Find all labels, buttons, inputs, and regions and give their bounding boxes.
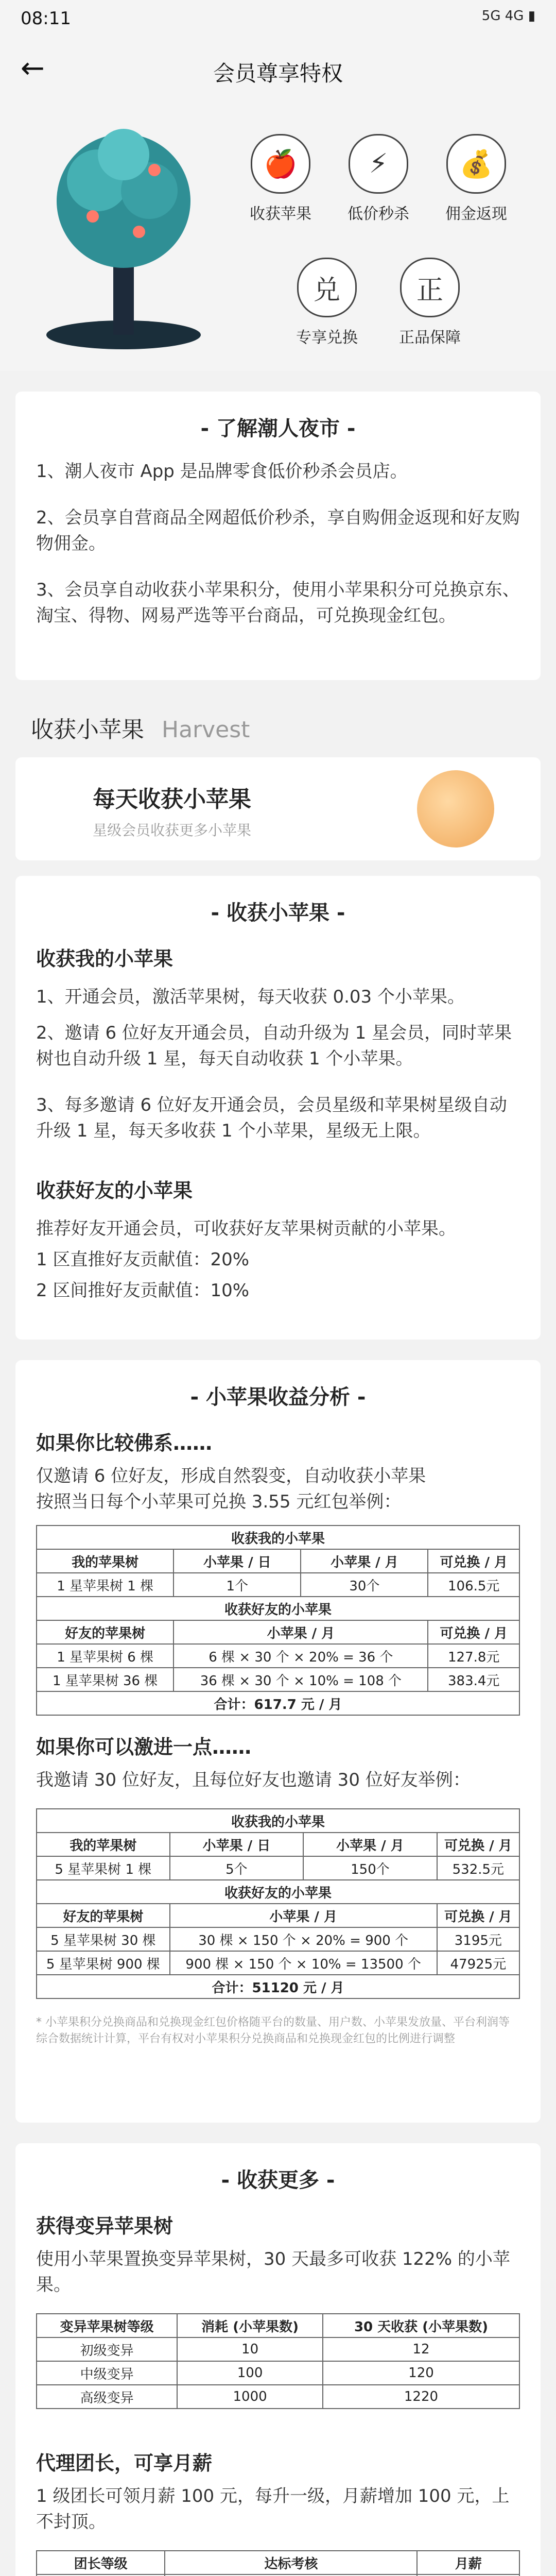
- harvest-mine-title: 收获我的小苹果: [36, 947, 173, 970]
- more-card: [15, 2143, 541, 2576]
- apple-icon: [417, 770, 494, 848]
- table-section: 收获好友的小苹果: [37, 1597, 519, 1620]
- table-header: 可兑换 / 月: [437, 1833, 519, 1856]
- shield-icon: 正: [400, 258, 460, 317]
- about-card: [15, 392, 541, 680]
- table-header: 好友的苹果树: [37, 1620, 173, 1644]
- harvest-card: [15, 876, 541, 1340]
- table-header: 可兑换 / 月: [437, 1904, 519, 1927]
- table-header: 我的苹果树: [37, 1549, 173, 1573]
- table-cell: 10: [177, 2337, 323, 2361]
- table-cell: 12: [323, 2337, 519, 2361]
- table-cell: 1 星苹果树 36 棵: [37, 1668, 173, 1691]
- harvest-friends-item: 推荐好友开通会员，可收获好友苹果树贡献的小苹果。: [36, 1218, 456, 1239]
- table-section: 收获好友的小苹果: [37, 1880, 519, 1904]
- table-header: 团长等级: [37, 2551, 165, 2574]
- harvest-header-title: 收获小苹果: [31, 717, 144, 743]
- table-cell: 1000: [177, 2385, 323, 2409]
- more-title: - 收获更多 -: [221, 2168, 335, 2192]
- table-cell: 36 棵 × 30 个 × 10% = 108 个: [173, 1668, 428, 1691]
- table-cell: 47925元: [437, 1951, 519, 1975]
- table-cell: 383.4元: [428, 1668, 519, 1691]
- table-cell: 3195元: [437, 1927, 519, 1951]
- case1-table: [36, 1525, 520, 1716]
- table-cell: 6 棵 × 30 个 × 20% = 36 个: [173, 1644, 428, 1668]
- table-header: 可兑换 / 月: [428, 1549, 519, 1573]
- table-section: 收获我的小苹果: [37, 1809, 519, 1833]
- table-total: 合计：617.7 元 / 月: [37, 1691, 519, 1715]
- status-bar: [0, 0, 556, 36]
- about-item: 1、潮人夜市 App 是品牌零食低价秒杀会员店。: [36, 461, 408, 482]
- table-header: 30 天收获 (小苹果数): [323, 2314, 519, 2337]
- case2-table: [36, 1808, 520, 1999]
- about-item: 2、会员享自营商品全网超低价秒杀，享自购佣金返现和好友购物佣金。: [36, 507, 520, 554]
- harvest-title: - 收获小苹果 -: [211, 901, 345, 925]
- table-cell: 1 星苹果树 1 棵: [37, 1573, 173, 1597]
- case1-desc: 按照当日每个小苹果可兑换 3.55 元红包举例：: [36, 1492, 402, 1512]
- harvest-banner[interactable]: [15, 757, 541, 860]
- analysis-card: [15, 1360, 541, 2123]
- money-bag-icon: 💰: [446, 134, 506, 194]
- table-header: 小苹果 / 月: [303, 1833, 437, 1856]
- status-indicators: 5G 4G ▮: [481, 8, 535, 24]
- case1-title: 如果你比较佛系……: [36, 1432, 213, 1454]
- status-time: 08:11: [21, 8, 71, 29]
- analysis-title: - 小苹果收益分析 -: [190, 1385, 366, 1409]
- table-header: 小苹果 / 月: [301, 1549, 428, 1573]
- harvest-mine-item: 2、邀请 6 位好友开通会员，自动升级为 1 星会员，同时苹果树也自动升级 1 星，每天自动收获 1 个小苹果。: [36, 1023, 512, 1069]
- analysis-note: * 小苹果积分兑换商品和兑换现金红包价格随平台的数量、用户数、小苹果发放量、平台利润等综合数据统计计算，平台有权对小苹果积分兑换商品和兑换现金红包的比例进行调整: [36, 2016, 510, 2045]
- table-cell: 中级变异: [37, 2361, 177, 2385]
- table-header: 小苹果 / 月: [173, 1620, 428, 1644]
- lightning-icon: ⚡: [349, 134, 408, 194]
- nav-bar: [0, 36, 556, 103]
- harvest-header: [31, 711, 250, 744]
- harvest-banner-title: 每天收获小苹果: [93, 786, 251, 812]
- table-cell: 5 星苹果树 1 棵: [37, 1856, 170, 1880]
- exchange-icon: 兑: [297, 258, 357, 317]
- table-cell: 初级变异: [37, 2337, 177, 2361]
- table-cell: 30个: [301, 1573, 428, 1597]
- table-cell: 1个: [173, 1573, 301, 1597]
- table-header: 月薪: [417, 2551, 519, 2574]
- benefit-harvest[interactable]: 🍎 收获苹果: [242, 134, 319, 224]
- about-item: 3、会员享自动收获小苹果积分，使用小苹果积分可兑换京东、淘宝、得物、网易严选等平台商品，可兑换现金红包。: [36, 580, 520, 626]
- case2-desc: 我邀请 30 位好友，且每位好友也邀请 30 位好友举例：: [36, 1770, 471, 1790]
- table-cell: 127.8元: [428, 1644, 519, 1668]
- tree-illustration: [21, 113, 227, 361]
- table-total: 合计：51120 元 / 月: [37, 1975, 519, 1998]
- harvest-friends-title: 收获好友的小苹果: [36, 1179, 193, 1202]
- table-cell: 532.5元: [437, 1856, 519, 1880]
- back-arrow-icon[interactable]: ←: [21, 52, 45, 85]
- apple-icon: 🍎: [251, 134, 310, 194]
- table-cell: 106.5元: [428, 1573, 519, 1597]
- table-header: 可兑换 / 月: [428, 1620, 519, 1644]
- leader-desc: 1 级团长可领月薪 100 元，每升一级，月薪增加 100 元，上不封顶。: [36, 2486, 510, 2532]
- case1-desc: 仅邀请 6 位好友，形成自然裂变，自动收获小苹果: [36, 1466, 426, 1486]
- table-cell: 5 星苹果树 30 棵: [37, 1927, 170, 1951]
- table-cell: 150个: [303, 1856, 437, 1880]
- benefit-cashback[interactable]: 💰 佣金返现: [438, 134, 515, 224]
- harvest-friends-item: 1 区直推好友贡献值：20%: [36, 1249, 250, 1270]
- table-header: 消耗 (小苹果数): [177, 2314, 323, 2337]
- table-header: 达标考核: [165, 2551, 417, 2574]
- page-title: 会员尊享特权: [213, 61, 343, 86]
- table-cell: 高级变异: [37, 2385, 177, 2409]
- table-header: 小苹果 / 日: [170, 1833, 304, 1856]
- tree-table: [36, 2313, 520, 2409]
- harvest-mine-item: 3、每多邀请 6 位好友开通会员，会员星级和苹果树星级自动升级 1 星，每天多收获 1 个小苹果，星级无上限。: [36, 1095, 507, 1141]
- case2-title: 如果你可以激进一点……: [36, 1736, 252, 1758]
- harvest-friends-item: 2 区间推好友贡献值：10%: [36, 1280, 250, 1301]
- table-header: 我的苹果树: [37, 1833, 170, 1856]
- table-cell: 30 棵 × 150 个 × 20% = 900 个: [170, 1927, 437, 1951]
- table-header: 变异苹果树等级: [37, 2314, 177, 2337]
- harvest-header-subtitle: Harvest: [162, 717, 250, 743]
- benefit-exchange[interactable]: 兑 专享兑换: [288, 258, 366, 347]
- tree-title: 获得变异苹果树: [36, 2215, 173, 2238]
- table-section: 收获我的小苹果: [37, 1526, 519, 1549]
- tree-desc: 使用小苹果置换变异苹果树，30 天最多可收获 122% 的小苹果。: [36, 2249, 510, 2295]
- benefit-genuine[interactable]: 正 正品保障: [391, 258, 468, 347]
- leader-title: 代理团长，可享月薪: [36, 2452, 213, 2475]
- benefit-flash-sale[interactable]: ⚡ 低价秒杀: [340, 134, 417, 224]
- harvest-mine-item: 1、开通会员，激活苹果树，每天收获 0.03 个小苹果。: [36, 987, 465, 1007]
- table-cell: 1220: [323, 2385, 519, 2409]
- table-cell: 5 星苹果树 900 棵: [37, 1951, 170, 1975]
- table-header: 小苹果 / 日: [173, 1549, 301, 1573]
- table-cell: 900 棵 × 150 个 × 10% = 13500 个: [170, 1951, 437, 1975]
- table-cell: 120: [323, 2361, 519, 2385]
- about-title: - 了解潮人夜市 -: [200, 417, 356, 440]
- leader-table: [36, 2550, 520, 2576]
- table-header: 好友的苹果树: [37, 1904, 170, 1927]
- table-cell: 5个: [170, 1856, 304, 1880]
- table-cell: 100: [177, 2361, 323, 2385]
- hero-section: [0, 103, 556, 371]
- harvest-banner-subtitle: 星级会员收获更多小苹果: [93, 822, 252, 839]
- table-cell: 1 星苹果树 6 棵: [37, 1644, 173, 1668]
- table-header: 小苹果 / 月: [170, 1904, 437, 1927]
